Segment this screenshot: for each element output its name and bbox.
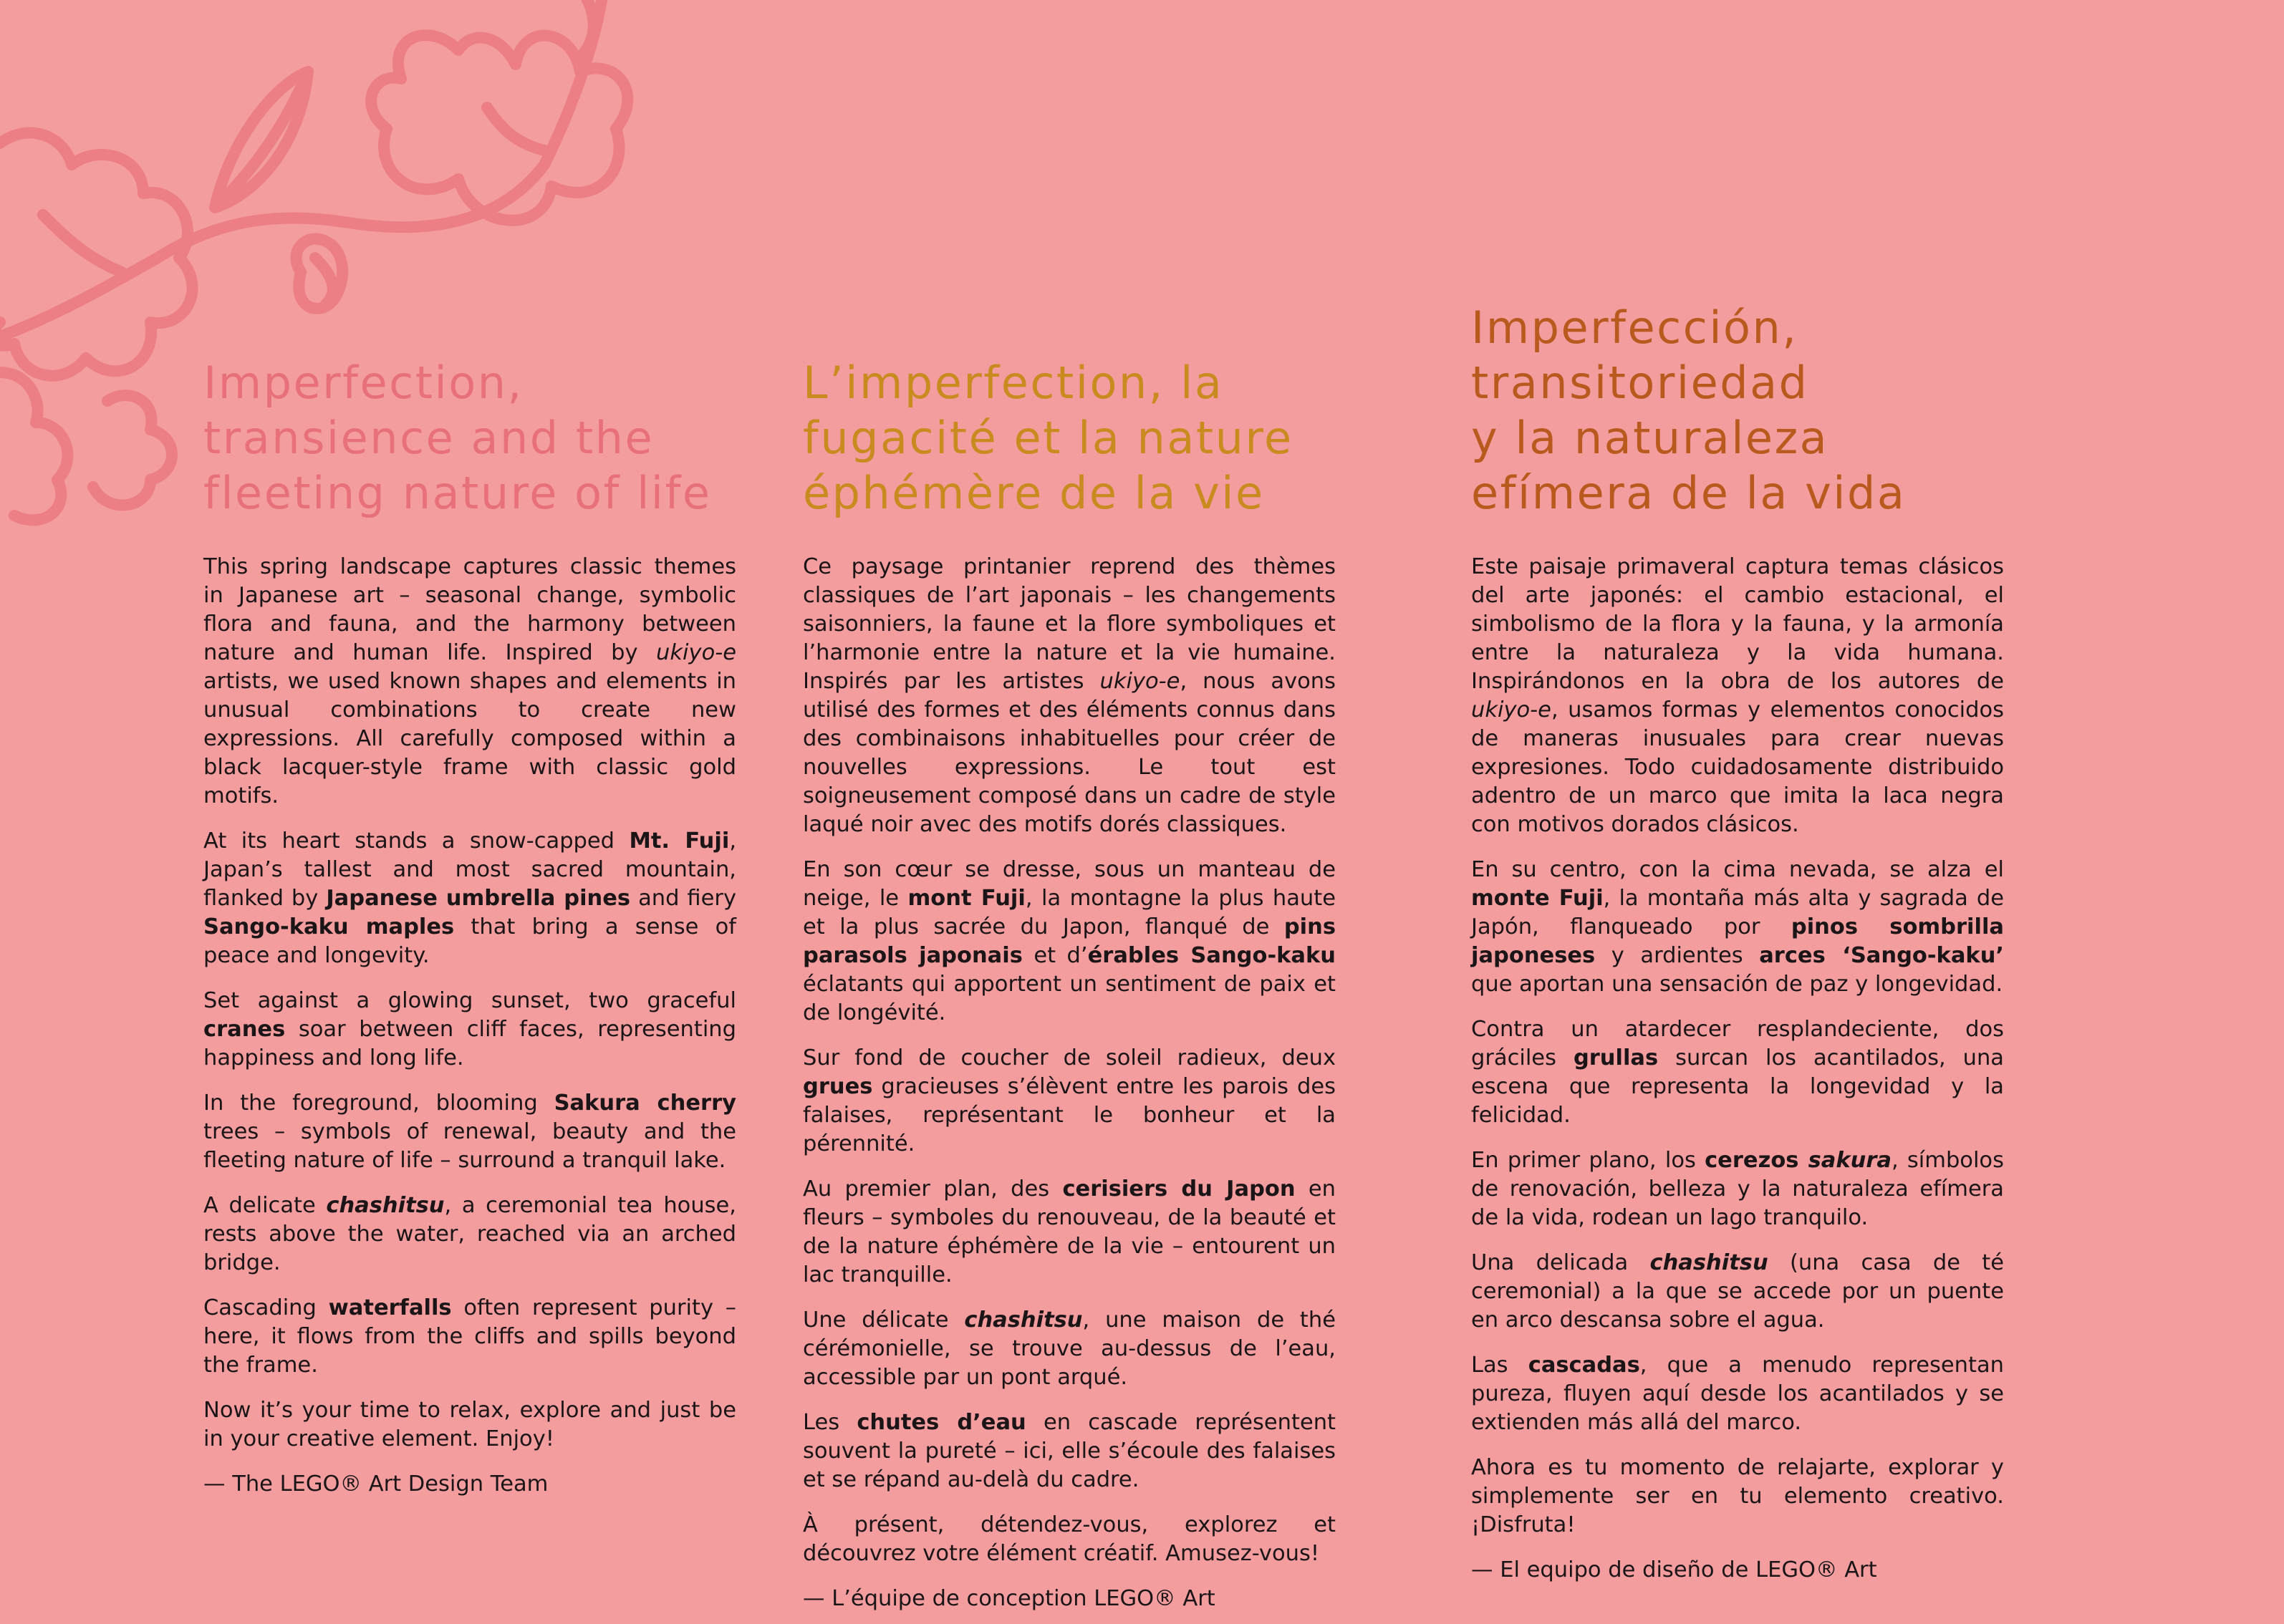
paragraph-mt-fuji: En su centro, con la cima nevada, se alza el monte Fuji, la montaña más alta y sagrada de Japón, flanqueado por pinos sombrilla japoneses y ardientes arces ‘Sango-kaku’ que aportan una sensación de paz y longevidad. — [1471, 857, 2005, 997]
paragraph-waterfalls: Les chutes d’eau en cascade représentent souvent la pureté – ici, elle s’écoule des falaises et se répand au-delà du cadre. — [803, 1410, 1336, 1492]
paragraph-chashitsu: A delicate chashitsu, a ceremonial tea house, rests above the water, reached via an arched bridge. — [203, 1193, 736, 1275]
body-english — [203, 553, 736, 1515]
paragraph-chashitsu: Une délicate chashitsu, une maison de thé cérémonielle, se trouve au-dessus de l’eau, accessible par un pont arqué. — [803, 1308, 1336, 1390]
heading-english: Imperfection, transience and the fleeting nature of life — [203, 357, 712, 519]
heading-french: L’imperfection, la fugacité et la nature éphémère de la vie — [803, 357, 1293, 519]
paragraph-sakura: Au premier plan, des cerisiers du Japon en fleurs – symboles du renouveau, de la beauté et de la nature éphémère de la vie – entourent un lac tranquille. — [803, 1176, 1336, 1287]
paragraph-closing: À présent, détendez-vous, explorez et découvrez votre élément créatif. Amusez-vous! — [803, 1512, 1336, 1566]
paragraph-waterfalls: Cascading waterfalls often represent purity – here, it flows from the cliffs and spills beyond the frame. — [203, 1295, 737, 1378]
paragraph-sakura: In the foreground, blooming Sakura cherry trees – symbols of renewal, beauty and the fleeting nature of life – surround a tranquil lake. — [203, 1091, 736, 1173]
signature: — L’équipe de conception LEGO® Art — [803, 1586, 1215, 1611]
paragraph-closing: Now it’s your time to relax, explore and just be in your creative element. Enjoy! — [203, 1398, 736, 1451]
heading-spanish: Imperfección, transitoriedad y la naturaleza efímera de la vida — [1471, 301, 1907, 519]
paragraph-mt-fuji: En son cœur se dresse, sous un manteau de neige, le mont Fuji, la montagne la plus haute et la plus sacrée du Japon, flanqué de pins parasols japonais et d’érables Sango-kaku éclatants qui apportent un sentiment de paix et de longévité. — [803, 857, 1336, 1025]
paragraph-waterfalls: Las cascadas, que a menudo representan pureza, fluyen aquí desde los acantilados y se extienden más allá del marco. — [1471, 1353, 2004, 1435]
paragraph-chashitsu: Una delicada chashitsu (una casa de té ceremonial) a la que se accede por un puente en arco descansa sobre el agua. — [1471, 1250, 2004, 1333]
paragraph-cranes: Set against a glowing sunset, two graceful cranes soar between cliff faces, representing happiness and long life. — [203, 988, 736, 1070]
paragraph-intro: Ce paysage printanier reprend des thèmes classiques de l’art japonais – les changements saisonniers, la faune et la flore symboliques et l’harmonie entre la nature et la vie humaine. Inspirés par les artistes ukiyo-e, nous avons utilisé des formes et des éléments connus dans des combinaisons inhabituelles pour créer de nouvelles expressions. Le tout est soigneusement composé dans un cadre de style laqué noir avec des motifs dorés classiques. — [803, 554, 1336, 837]
paragraph-mt-fuji: At its heart stands a snow-capped Mt. Fuji, Japan’s tallest and most sacred mountain, flanked by Japanese umbrella pines and fiery Sango-kaku maples that bring a sense of peace and longevity. — [203, 828, 737, 968]
signature: — The LEGO® Art Design Team — [203, 1471, 549, 1497]
signature: — El equipo de diseño de LEGO® Art — [1471, 1557, 1877, 1582]
paragraph-intro: This spring landscape captures classic themes in Japanese art – seasonal change, symbolic flora and fauna, and the harmony between nature and human life. Inspired by ukiyo-e artists, we used known shapes and elements in unusual combinations to create new expressions. All carefully composed within a black lacquer-style frame with classic gold motifs. — [203, 554, 736, 808]
paragraph-closing: Ahora es tu momento de relajarte, explorar y simplemente ser en tu elemento creativo. ¡Disfruta! — [1471, 1455, 2004, 1537]
body-spanish — [1471, 553, 2004, 1601]
paragraph-intro: Este paisaje primaveral captura temas clásicos del arte japonés: el cambio estacional, el simbolismo de la flora y la fauna, y la armonía entre la naturaleza y la vida humana. Inspirándonos en la obra de los autores de ukiyo-e, usamos formas y elementos conocidos de maneras inusuales para crear nuevas expresiones. Todo cuidadosamente distribuido adentro de un marco que imita la laca negra con motivos dorados clásicos. — [1471, 554, 2004, 837]
paragraph-cranes: Contra un atardecer resplandeciente, dos gráciles grullas surcan los acantilados, una escena que representa la longevidad y la felicidad. — [1471, 1017, 2004, 1128]
paragraph-cranes: Sur fond de coucher de soleil radieux, deux grues gracieuses s’élèvent entre les parois des falaises, représentant le bonheur et la pérennité. — [803, 1045, 1336, 1156]
body-french — [803, 553, 1336, 1624]
paragraph-sakura: En primer plano, los cerezos sakura, símbolos de renovación, belleza y la naturaleza efímera de la vida, rodean un lago tranquilo. — [1471, 1148, 2004, 1230]
